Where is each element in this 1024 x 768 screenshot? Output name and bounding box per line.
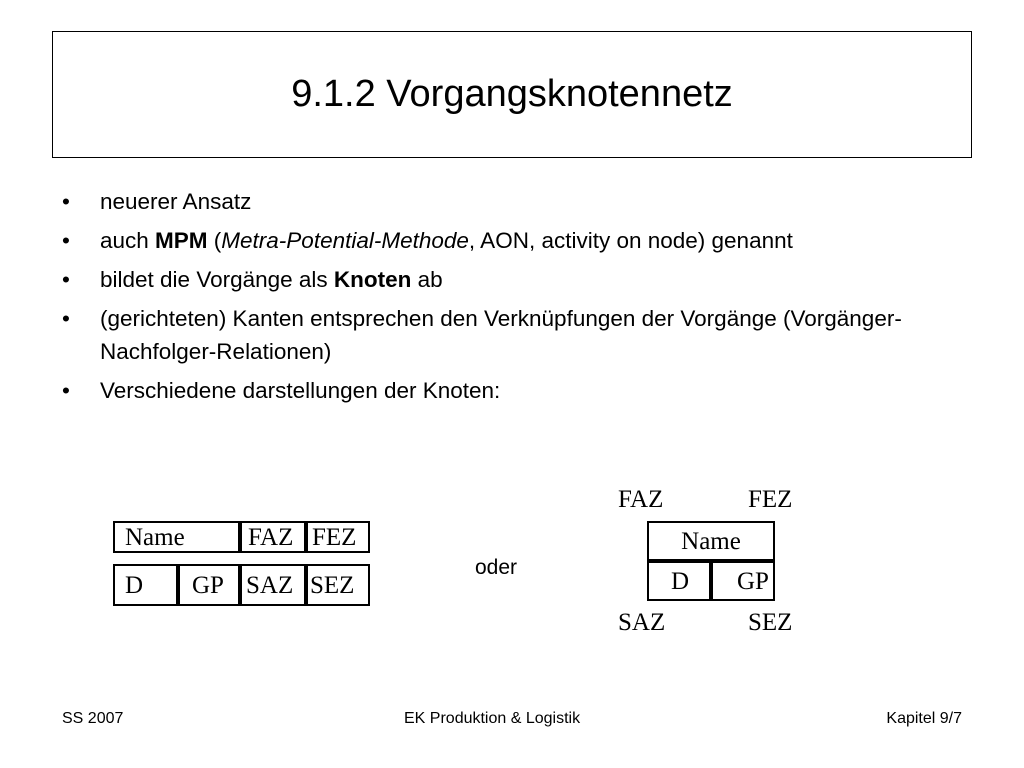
node-diagram-table — [113, 521, 370, 606]
bullet-text-post: , AON, activity on node) genannt — [468, 228, 793, 253]
node-d-label: D — [671, 567, 690, 595]
footer-left: SS 2007 — [62, 710, 124, 727]
node-gp-label: GP — [192, 571, 224, 599]
node-name-cell — [113, 521, 240, 553]
footer-right: Kapitel 9/7 — [886, 710, 962, 727]
bullet-text-italic: Metra-Potential-Methode — [221, 228, 469, 253]
node-sez-label: SEZ — [748, 609, 793, 636]
footer-center: EK Produktion & Logistik — [404, 710, 581, 727]
node-fez-cell — [306, 521, 370, 553]
node-d-label: D — [125, 571, 144, 599]
bullet-text-bold: MPM — [155, 228, 208, 253]
node-name-cell — [647, 521, 775, 561]
bullet-item — [62, 224, 992, 257]
node-faz-label: FAZ — [618, 486, 664, 513]
bullet-item — [62, 374, 992, 407]
bullet-text-pre: bildet die Vorgänge als — [100, 267, 334, 292]
title-box — [52, 31, 972, 158]
bullet-list — [62, 185, 992, 413]
bullet-text-open: ( — [207, 228, 222, 253]
node-saz-label: SAZ — [618, 609, 666, 636]
node-fez-label: FEZ — [312, 523, 357, 551]
bullet-item — [62, 263, 992, 296]
node-saz-label: SAZ — [246, 571, 294, 599]
node-faz-cell — [240, 521, 306, 553]
node-name-label: Name — [125, 523, 185, 551]
bullet-text-bold: Knoten — [333, 267, 412, 292]
separator-text: oder — [475, 556, 518, 579]
bullet-text: neuerer Ansatz — [100, 189, 252, 214]
node-faz-label: FAZ — [248, 523, 294, 551]
node-fez-label: FEZ — [748, 486, 793, 513]
node-sez-label: SEZ — [310, 571, 355, 599]
bullet-item — [62, 302, 992, 368]
node-saz-cell — [240, 564, 306, 606]
bullet-text: Verschiedene darstellungen der Knoten: — [100, 378, 501, 403]
slide-title: 9.1.2 Vorgangsknotennetz — [291, 73, 733, 115]
bullet-text-post: ab — [411, 267, 443, 292]
bullet-item — [62, 185, 992, 218]
node-sez-cell — [306, 564, 370, 606]
node-gp-cell — [178, 564, 240, 606]
node-name-label: Name — [681, 527, 741, 555]
node-gp-label: GP — [737, 567, 769, 595]
node-d-cell — [647, 561, 711, 601]
node-d-cell — [113, 564, 178, 606]
bullet-text-pre: auch — [100, 228, 156, 253]
node-gp-cell — [711, 561, 775, 601]
bullet-text: (gerichteten) Kanten entsprechen den Verknüpfungen der Vorgänge (Vorgänger-Nachfolger-Relationen) — [100, 306, 902, 364]
